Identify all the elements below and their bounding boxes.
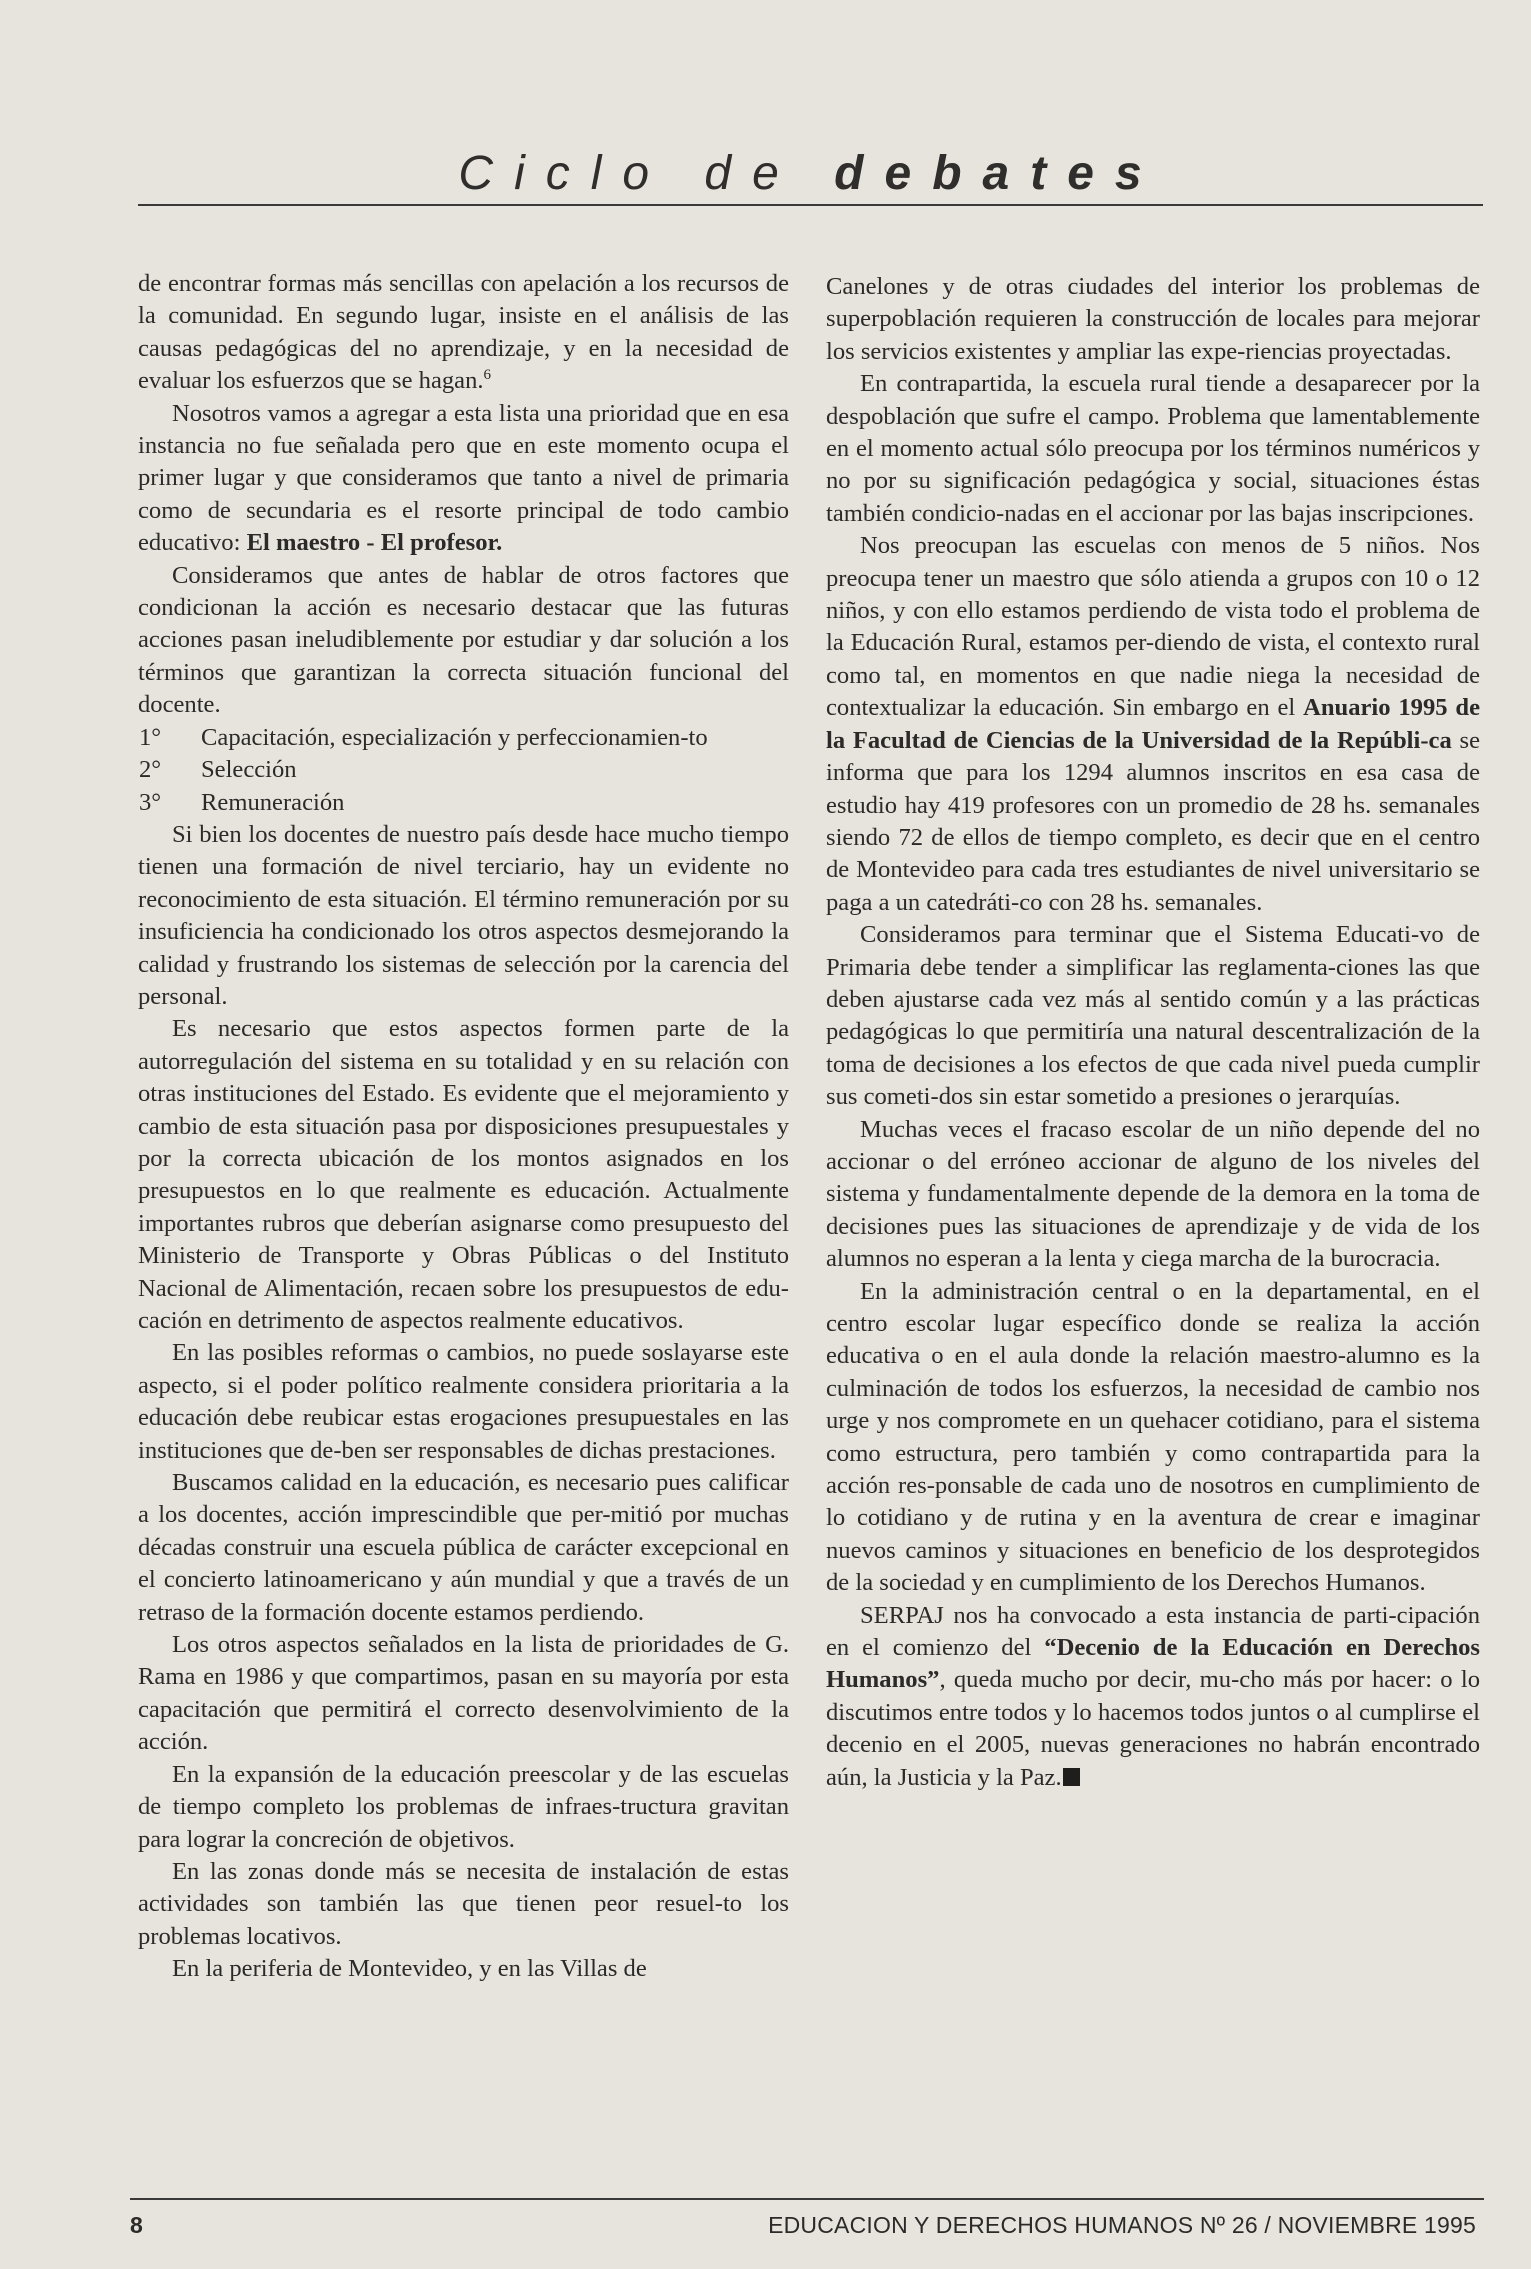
paragraph: Consideramos para terminar que el Sistema Educati-vo de Primaria debe tender a simplificar las reglamenta-ciones las que deben ajustarse cada vez más al sentido común y a las prácticas pedagógicas lo que permitiría una natural descentralización de la toma de decisiones a los efectos de que cada nivel pueda cumplir sus cometi-dos sin estar sometido a presiones o jerarquías. [826,921,1480,1111]
paragraph: Es necesario que estos aspectos formen parte de la autorregulación del sistema en su totalidad y en su relación con otras instituciones del Estado. Es evidente que el mejoramiento y cambio de esta situación pasa por disposiciones presupuestales y por la correcta ubicación de los montos asignados en los presupuestos en lo que realmente es educación. Actualmente importantes rubros que deberían asignarse como presupuesto del Ministerio de Transporte y Obras Públicas o del Instituto Nacional de Alimentación, recaen sobre los presupuestos de edu-cación en detrimento de aspectos realmente educativos. [138,1015,789,1334]
paragraph: Canelones y de otras ciudades del interior los problemas de superpoblación requieren la construcción de locales para mejorar los servicios existentes y ampliar las expe-riencias proyectadas. [826,273,1480,365]
paragraph-text: Nos preocupan las escuelas con menos de 5 niños. Nos preocupa tener un maestro que sólo atienda a grupos con 10 o 12 niños, y con ello estamos perdiendo de vista todo el problema de la Educación Rural, estamos per-diendo de vista, el contexto rural como tal, en momentos en que nadie niega la necesidad de contextualizar la educación. Sin embargo en el [826,532,1480,722]
paragraph: En contrapartida, la escuela rural tiende a desaparecer por la despoblación que sufre el campo. Problema que lamentablemente en el momento actual sólo preocupa por los términos numéricos y no por su significación pedagógica y social, situaciones éstas también condicio-nadas en el accionar por las bajas inscripciones. [826,370,1480,527]
list-item-number: 1° [139,723,162,751]
paragraph-text: Nosotros vamos a agregar a esta lista una prioridad que en esa instancia no fue señalada pero que en este momento ocupa el primer lugar y que consideramos que tanto a nivel de primaria como de secundaria es el resorte principal de todo cambio educativo: [138,399,789,557]
paragraph: Muchas veces el fracaso escolar de un niño depende del no accionar o del erróneo accionar de alguno de los niveles del sistema y fundamentalmente depende de la demora en la toma de decisiones pues las situaciones de aprendizaje y de vida de los alumnos no esperan a la lenta y ciega marcha de la burocracia. [826,1115,1480,1273]
right-column [826,271,1480,1794]
section-title [138,146,1483,201]
section-title-part1: Ciclo de [458,147,800,200]
paragraph [826,1600,1480,1794]
footer-rule [130,2198,1484,2200]
paragraph-text: , queda mucho por decir, mu-cho más por hacer: o lo discutimos entre todos y lo hacemos todos juntos o al cumplirse el decenio en el 2005, nuevas generaciones no habrán encontrado aún, la Justicia y la Paz. [826,1666,1480,1791]
priority-list [138,722,789,819]
paragraph-text: SERPAJ nos ha convocado a esta instancia de parti-cipación en el comienzo del [826,1601,1480,1662]
end-of-article-mark [1063,1768,1080,1786]
list-item-number: 2° [139,756,162,784]
paragraph: Los otros aspectos señalados en la lista de prioridades de G. Rama en 1986 y que compartimos, pasan en su mayoría por esta capacitación que permitirá el correcto desenvolvimiento de la acción. [138,1631,789,1756]
paragraph: En la expansión de la educación preescolar y de las escuelas de tiempo completo los problemas de infraes-tructura gravitan para lograr la concreción de objetivos. [138,1760,789,1853]
paragraph [826,530,1480,919]
page-number: 8 [130,2212,143,2238]
paragraph-text: se informa que para los 1294 alumnos inscritos en esa casa de estudio hay 419 profesores con un promedio de 28 hs. semanales siendo 72 de ellos de tiempo completo, es decir que en el centro de Montevideo para cada tres estudiantes de nivel universitario se paga a un catedráti-co con 28 hs. semanales. [826,726,1480,916]
footnote-ref: 6 [483,367,492,384]
paragraph [138,398,789,560]
list-item-text: Selección [201,756,297,784]
paragraph: Consideramos que antes de hablar de otros factores que condicionan la acción es necesario destacar que las futuras acciones pasan ineludiblemente por estudiar y dar solución a los términos que garantizan la correcta situación funcional del docente. [138,561,789,719]
left-column [138,268,789,1986]
header-rule [138,204,1483,206]
paragraph: En las posibles reformas o cambios, no puede soslayarse este aspecto, si el poder político realmente considera prioritaria a la educación debe reubicar estas erogaciones presupuestales en las instituciones que de-ben ser responsables de dichas prestaciones. [138,1339,789,1464]
list-item-text: Capacitación, especialización y perfeccionamien-to [201,723,708,751]
emphasis-text: El maestro - El profesor. [246,529,503,557]
page-header [138,140,1483,206]
paragraph: En la periferia de Montevideo, y en las Villas de [172,1955,647,1983]
paragraph-text: de encontrar formas más sencillas con apelación a los recursos de la comunidad. En segundo lugar, insiste en el análisis de las causas pedagógicas del no aprendizaje, y en la necesidad de evaluar los esfuerzos que se hagan. [138,270,789,395]
list-item-text: Remuneración [201,788,345,816]
list-item-number: 3° [139,788,162,816]
paragraph [138,268,789,398]
paragraph: Buscamos calidad en la educación, es necesario pues calificar a los docentes, acción imprescindible que per-mitió por muchas décadas construir una escuela pública de carácter excepcional en el concierto latinoamericano y aún mundial y que a través de un retraso de la formación docente estamos perdiendo. [138,1469,789,1626]
emphasis-text: Anuario 1995 de la Facultad de Ciencias de la Universidad de la Repúbli-ca [826,694,1480,754]
list-item [138,754,789,786]
page-footer [130,2198,1484,2248]
paragraph: En la administración central o en la departamental, en el centro escolar lugar específico donde se realiza la acción educativa o en el aula donde la relación maestro-alumno es la culminación de todos los esfuerzos, la necesidad de cambio nos urge y nos compromete en un quehacer cotidiano, para el sistema como estructura, pero también y como contrapartida para la acción res-ponsable de cada uno de nosotros en cumplimiento de lo cotidiano y de rutina y en la aventura de crear e imaginar nuevos caminos y situaciones en beneficio de los desprotegidos de la sociedad y en cumplimiento de los Derechos Humanos. [826,1277,1480,1597]
paragraph: En las zonas donde más se necesita de instalación de estas actividades son también las que tienen peor resuel-to los problemas locativos. [138,1857,789,1950]
section-title-part2: debates [834,147,1163,200]
emphasis-text: “Decenio de la Educación en Derechos Humanos” [826,1634,1480,1694]
list-item [138,722,789,754]
paragraph: Si bien los docentes de nuestro país desde hace mucho tiempo tienen una formación de nivel terciario, hay un evidente no reconocimiento de esta situación. El término remuneración por su insuficiencia ha condicionado los otros aspectos desmejorando la calidad y frustrando los sistemas de selección por la carencia del personal. [138,820,789,1010]
journal-title: EDUCACION Y DERECHOS HUMANOS Nº 26 / NOVIEMBRE 1995 [768,2212,1476,2238]
list-item [138,787,789,819]
